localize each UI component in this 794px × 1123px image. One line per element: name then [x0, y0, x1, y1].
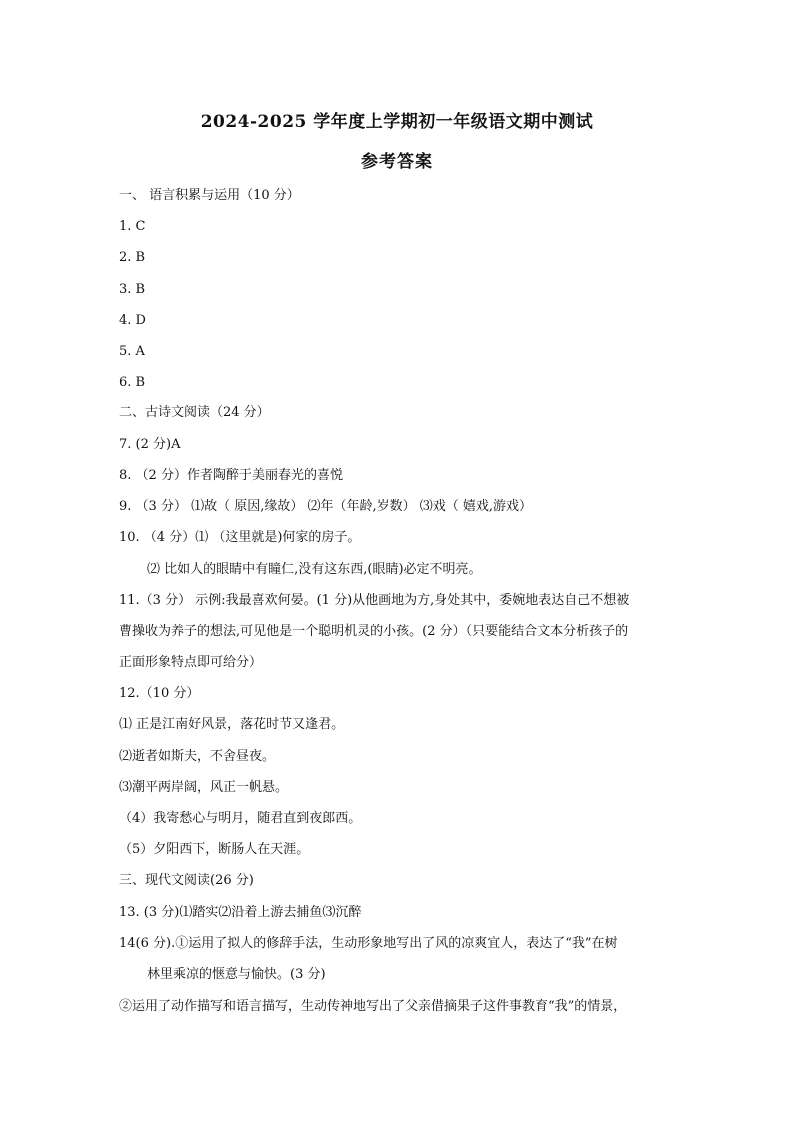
answer-line: 3. B [119, 282, 146, 297]
answer-line: 4. D [119, 313, 146, 328]
answer-line: 11.（3 分） 示例:我最喜欢何晏。(1 分)从他画地为方,身处其中，委婉地表达自己不想被 [119, 593, 630, 608]
section-heading: 三、现代文阅读(26 分) [119, 873, 254, 888]
answer-line: （5）夕阳西下，断肠人在天涯。 [119, 842, 310, 857]
answer-line: 13. (3 分)⑴踏实⑵沿着上游去捕鱼⑶沉醉 [119, 905, 362, 920]
answer-line: 12.（10 分） [119, 686, 200, 701]
answer-line: 9. （3 分） ⑴故（ 原因,缘故） ⑵年（年龄,岁数） ⑶戏（ 嬉戏,游戏） [119, 499, 532, 514]
answer-line: 10. （4 分）⑴ （这里就是)何家的房子。 [119, 530, 361, 545]
answer-line: ⑴ 正是江南好风景，落花时节又逢君。 [119, 717, 345, 732]
answer-line: 14(6 分).①运用了拟人的修辞手法，生动形象地写出了风的凉爽宜人，表达了“我”在树 [119, 936, 618, 951]
answer-line: 5. A [119, 344, 145, 359]
answer-line: ⑵ 比如人的眼睛中有瞳仁,没有这东西,(眼睛)必定不明亮。 [147, 562, 482, 577]
answer-line: 7. (2 分)A [119, 437, 181, 452]
section-heading: 二、古诗文阅读（24 分） [119, 405, 270, 420]
answer-line: 正面形象特点即可给分） [119, 655, 263, 670]
section-heading: 一、 语言积累与运用（10 分） [119, 188, 300, 203]
answer-line: 2. B [119, 250, 146, 265]
answer-line: 6. B [119, 375, 146, 390]
answer-line: 8. （2 分）作者陶醉于美丽春光的喜悦 [119, 468, 343, 483]
answer-line: （4）我寄愁心与明月，随君直到夜郎西。 [119, 811, 362, 826]
answer-line: 1. C [119, 219, 146, 234]
answer-line: ⑵逝者如斯夫，不舍昼夜。 [119, 749, 276, 764]
document-subtitle: 参考答案 [361, 152, 433, 172]
document-title: 2024-2025 学年度上学期初一年级语文期中测试 [200, 112, 594, 132]
answer-line: ⑶潮平两岸阔，风正一帆悬。 [119, 780, 289, 795]
answer-line: ②运用了动作描写和语言描写，生动传神地写出了父亲借摘果子这件事教育“我”的情景， [119, 999, 627, 1014]
answer-line: 曹操收为养子的想法,可见他是一个聪明机灵的小孩。(2 分）（只要能结合文本分析孩子的 [119, 624, 629, 639]
answer-line: 林里乘凉的惬意与愉快。(3 分) [147, 967, 326, 982]
